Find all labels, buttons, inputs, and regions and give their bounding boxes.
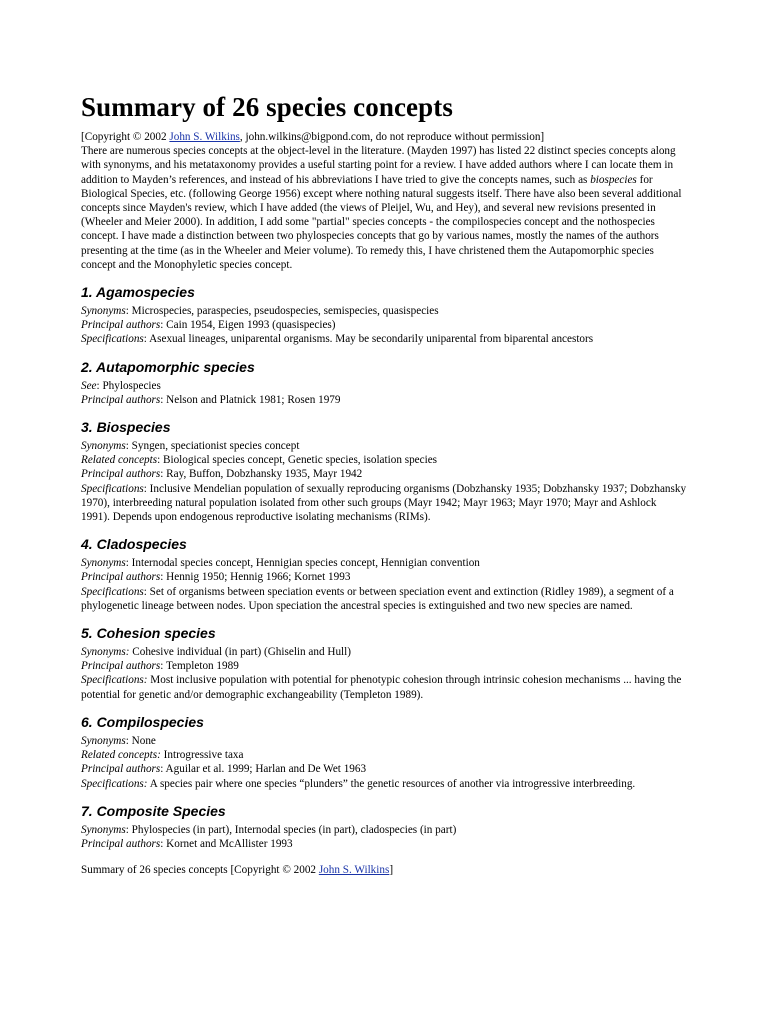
field-row [81, 837, 687, 851]
field-label: Principal authors [81, 468, 161, 481]
intro-paragraph [81, 144, 687, 272]
field-value: Asexual lineages, uniparental organisms. May be secondarily uniparental from biparental ancestors [149, 333, 594, 346]
field-separator: : [143, 333, 150, 346]
field-label: Synonyms [81, 440, 126, 453]
document-page [81, 90, 687, 877]
field-row [81, 453, 687, 467]
field-row [81, 748, 687, 762]
field-row [81, 585, 687, 613]
copyright-prefix: [Copyright © 2002 [81, 131, 170, 143]
footer-prefix: Summary of 26 species concepts [Copyright © 2002 [81, 864, 319, 877]
footer-author-link[interactable]: John S. Wilkins [318, 864, 390, 877]
field-row [81, 777, 687, 791]
field-label: Principal authors [81, 763, 161, 776]
field-separator: : [160, 660, 166, 673]
field-label: Related concepts: [81, 749, 161, 762]
section-heading: 6. Compilospecies [81, 713, 204, 730]
field-value: Inclusive Mendelian population of sexually reproducing organisms (Dobzhansky 1935; Dobzhansky 1937; Dobzhansky 1970), interbreeding natural population isolated from other such groups (Mayr 1942; Mayr 1963; Mayr 1970; Mayr and Ashlock 1991). Depends upon endogenous reproductive isolating mechanisms (RIMs). [81, 482, 687, 524]
concept-section [81, 418, 687, 524]
concept-section [81, 713, 687, 791]
concept-section [81, 283, 687, 347]
field-value: Set of organisms between speciation events or between speciation event and extinction (Ridley 1989), a segment of a phylogenetic lineage between nodes. Upon speciation the ancestral species is extinguished and two new species are named. [81, 585, 674, 612]
field-separator: : [125, 440, 132, 453]
field-value: Phylospecies (in part), Internodal species (in part), cladospecies (in part) [131, 823, 457, 836]
intro-text-part2: for Biological Species, etc. (following George 1956) except where nothing natural suggests itself. There have also been several additional concepts since Mayden's review, which I have added (the views of Pleijel, Wu, and Hey), and several new revisions presented in (Wheeler and Meier 2000). In addition, I add some "partial" species concepts - the compilospecies concept and the nothospecies concept. I have made a distinction between two phylospecies concepts that go by various names, mostly the names of the authors presenting at the time (as in the Wheeler and Meier volume). To remedy this, I have christened them the Autapomorphic species concept and the Monophyletic species concept. [81, 173, 682, 271]
field-value: Internodal species concept, Hennigian species concept, Hennigian convention [131, 557, 480, 570]
concept-section [81, 535, 687, 613]
field-row [81, 659, 687, 673]
field-separator: : [160, 319, 167, 332]
page-footer [81, 863, 687, 877]
field-row [81, 734, 687, 748]
concept-sections [81, 283, 687, 851]
field-separator: : [125, 823, 132, 836]
section-heading: 7. Composite Species [81, 802, 226, 819]
field-label: Specifications [81, 333, 144, 346]
author-link[interactable]: John S. Wilkins [169, 131, 240, 143]
field-label: Synonyms [81, 305, 126, 318]
field-row [81, 482, 687, 525]
concept-section [81, 624, 687, 702]
field-value: Phylospecies [102, 379, 161, 392]
field-row [81, 439, 687, 453]
field-row [81, 379, 687, 393]
intro-emphasis: biospecies [590, 173, 637, 186]
field-row [81, 762, 687, 776]
field-row [81, 318, 687, 332]
field-value: Cain 1954, Eigen 1993 (quasispecies) [166, 319, 336, 332]
field-value: Hennig 1950; Hennig 1966; Kornet 1993 [166, 571, 351, 584]
field-value: A species pair where one species “plunders” the genetic resources of another via introgressive interbreeding. [149, 777, 636, 790]
field-value: Syngen, speciationist species concept [131, 440, 300, 453]
field-value: Nelson and Platnick 1981; Rosen 1979 [166, 393, 341, 406]
field-row [81, 556, 687, 570]
field-label: Principal authors [81, 571, 161, 584]
field-value: Ray, Buffon, Dobzhansky 1935, Mayr 1942 [166, 468, 363, 481]
field-value: Microspecies, paraspecies, pseudospecies, semispecies, quasispecies [131, 305, 439, 318]
field-label: Principal authors [81, 660, 161, 673]
field-label: Synonyms: [81, 646, 130, 659]
field-label: Principal authors [81, 319, 161, 332]
concept-section [81, 802, 687, 851]
field-value: Templeton 1989 [165, 660, 239, 673]
concept-section [81, 358, 687, 407]
field-value: Biological species concept, Genetic species, isolation species [163, 454, 438, 467]
field-value: Introgressive taxa [163, 749, 244, 762]
field-separator: : [160, 763, 166, 776]
field-separator: : [160, 571, 167, 584]
field-row [81, 645, 687, 659]
field-row [81, 467, 687, 481]
field-row [81, 393, 687, 407]
field-row [81, 304, 687, 318]
field-label: Synonyms [81, 823, 126, 836]
intro-text-part1: There are numerous species concepts at the object-level in the literature. (Mayden 1997) has listed 22 distinct species concepts along with synonyms, and his metataxonomy provides a useful starting point for a review. I have added authors where I can locate them in addition to Mayden’s references, and instead of his abbreviations I have tried to give the concepts names, such as [81, 145, 676, 186]
section-heading: 4. Cladospecies [81, 536, 187, 553]
field-separator: : [157, 454, 164, 467]
field-row [81, 570, 687, 584]
field-separator: : [125, 557, 132, 570]
page-title: Summary of 26 species concepts [81, 92, 453, 122]
field-separator: : [125, 734, 132, 747]
field-value: Cohesive individual (in part) (Ghiselin and Hull) [132, 646, 352, 659]
copyright-suffix: , john.wilkins@bigpond.com, do not reproduce without permission] [239, 131, 545, 143]
field-label: Specifications [81, 482, 144, 495]
field-label: Synonyms [81, 734, 126, 747]
section-heading: 5. Cohesion species [81, 625, 216, 642]
field-separator: : [160, 468, 167, 481]
section-heading: 3. Biospecies [81, 419, 171, 436]
field-separator: : [96, 379, 103, 392]
field-separator: : [143, 585, 150, 598]
field-separator: : [125, 305, 132, 318]
footer-suffix: ] [389, 864, 394, 877]
copyright-notice [81, 130, 687, 144]
field-label: Principal authors [81, 393, 161, 406]
field-row [81, 823, 687, 837]
field-separator: : [143, 482, 150, 495]
section-heading: 1. Agamospecies [81, 284, 195, 301]
field-label: Specifications: [81, 674, 148, 687]
field-label: Specifications: [81, 777, 148, 790]
field-value: Aguilar et al. 1999; Harlan and De Wet 1963 [165, 763, 367, 776]
section-heading: 2. Autapomorphic species [81, 358, 255, 375]
field-label: Related concepts [81, 454, 158, 467]
field-value: Most inclusive population with potential for phenotypic cohesion through intrinsic cohesion mechanisms ... having the potential for genetic and/or demographic exchangeability (Templeton 1989). [81, 674, 682, 701]
field-value: Kornet and McAllister 1993 [166, 837, 293, 850]
field-row [81, 332, 687, 346]
field-label: Principal authors [81, 837, 161, 850]
field-label: See [81, 379, 97, 392]
field-separator: : [160, 837, 167, 850]
field-row [81, 673, 687, 701]
field-value: None [131, 734, 156, 747]
field-label: Specifications [81, 585, 144, 598]
field-separator: : [160, 393, 167, 406]
field-label: Synonyms [81, 557, 126, 570]
